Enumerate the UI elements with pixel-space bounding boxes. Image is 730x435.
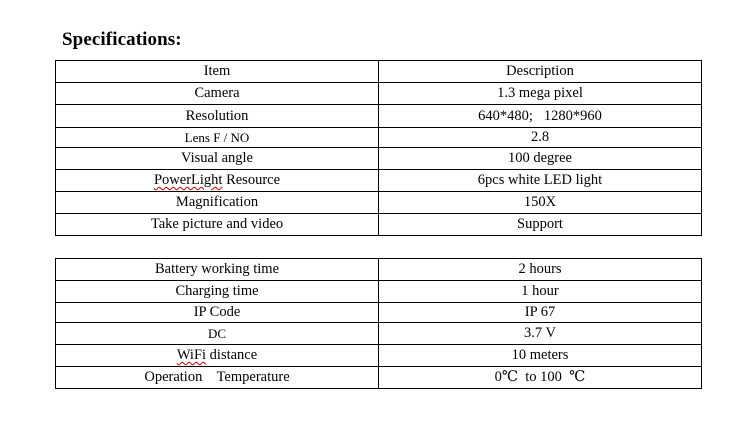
item-cell [56,345,379,367]
value-cell: 10 meters [379,345,702,367]
table-row [56,192,702,214]
table-row [56,303,702,323]
spec-table-main [55,60,702,236]
spellcheck-word: WiFi [176,347,207,363]
item-cell: DC [56,323,379,345]
value-cell: 3.7 V [379,323,702,345]
table-row [56,259,702,281]
item-text: Operation Temperature [144,369,290,385]
value-text: 640*480; 1280*960 [478,107,602,124]
table-row [56,148,702,170]
value-cell: 6pcs white LED light [379,170,702,192]
item-cell: Take picture and video [56,214,379,236]
item-text: distance [206,347,258,363]
item-cell: Battery working time [56,259,379,281]
item-cell: Charging time [56,281,379,303]
item-cell [56,367,379,389]
column-header-description: Description [379,61,702,83]
value-cell: 150X [379,192,702,214]
item-cell: Resolution [56,105,379,128]
value-cell [379,367,702,389]
table-row [56,323,702,345]
table-row [56,345,702,367]
item-cell [56,170,379,192]
value-text: 0℃ to 100 ℃ [494,369,586,385]
table-row [56,214,702,236]
item-cell: Visual angle [56,148,379,170]
table-header-row [56,61,702,83]
item-cell: Lens F / NO [56,128,379,148]
table-row [56,105,702,128]
column-header-item: Item [56,61,379,83]
item-cell: IP Code [56,303,379,323]
item-text: Resource [222,172,281,188]
table-row [56,83,702,105]
value-cell: IP 67 [379,303,702,323]
table-row [56,128,702,148]
table-row [56,170,702,192]
page-title: Specifications: [62,29,182,50]
value-cell: 1 hour [379,281,702,303]
value-cell: 2 hours [379,259,702,281]
spellcheck-word: PowerLight [153,172,223,188]
item-cell: Magnification [56,192,379,214]
value-cell: 2.8 [379,128,702,148]
value-cell: 100 degree [379,148,702,170]
table-row [56,281,702,303]
item-cell: Camera [56,83,379,105]
value-cell [379,105,702,128]
spec-table-power [55,258,702,389]
value-cell: Support [379,214,702,236]
table-row [56,367,702,389]
value-cell: 1.3 mega pixel [379,83,702,105]
